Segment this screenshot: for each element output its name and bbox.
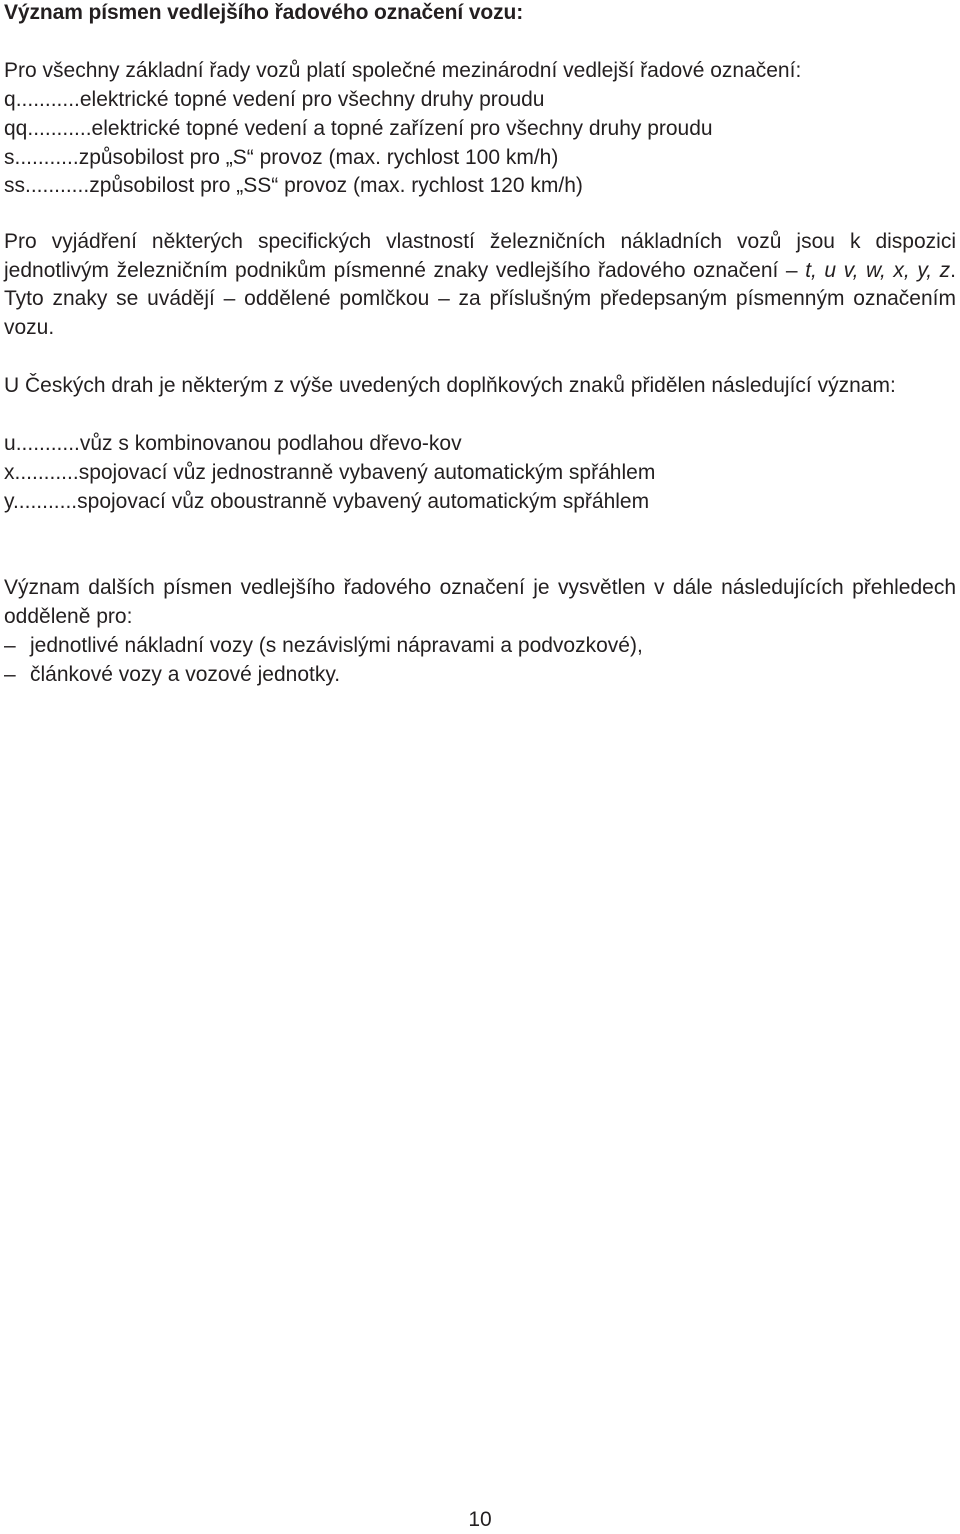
definition-item-y	[4, 488, 649, 516]
page-number: 10	[468, 1508, 492, 1531]
list-item-text: článkové vozy a vozové jednotky.	[30, 663, 341, 686]
definition-item-qq	[4, 115, 713, 143]
letter-list: t, u v, w, x, y, z	[797, 258, 951, 282]
item-dots: ...........	[14, 146, 79, 169]
specific-properties-paragraph	[4, 228, 956, 342]
item-code: u	[4, 432, 16, 455]
item-dots: ...........	[25, 174, 90, 197]
definition-item-ss	[4, 172, 583, 200]
item-code: y	[4, 490, 13, 513]
further-letters-paragraph: Význam dalších písmen vedlejšího řadového označení je vysvětlen v dále následujících přehledech odděleně pro:	[4, 576, 956, 628]
item-text: elektrické topné vedení a topné zařízení pro všechny druhy proudu	[91, 117, 713, 140]
paragraph-text-start: Pro vyjádření některých specifických vlastností železničních nákladních vozů jsou k dispozici jednotlivým železničním podnikům písmenné znaky vedlejšího řadového označení –	[4, 230, 956, 282]
item-dots: ...........	[15, 432, 80, 455]
definition-item-u	[4, 430, 462, 458]
intro-paragraph: Pro všechny základní řady vozů platí společné mezinárodní vedlejší řadové označení:	[4, 59, 802, 82]
list-item	[4, 632, 643, 660]
list-item-text: jednotlivé nákladní vozy (s nezávislými nápravami a podvozkové),	[30, 634, 643, 657]
item-text: elektrické topné vedení pro všechny druhy proudu	[79, 88, 545, 111]
dash-bullet: –	[4, 663, 16, 686]
item-text: způsobilost pro „S“ provoz (max. rychlost 100 km/h)	[78, 146, 559, 169]
item-text: vůz s kombinovanou podlahou dřevo-kov	[79, 432, 462, 455]
cd-meaning-paragraph: U Českých drah je některým z výše uvedených doplňkových znaků přidělen následující význam:	[4, 374, 896, 397]
item-text: spojovací vůz jednostranně vybavený automatickým spřáhlem	[78, 461, 656, 484]
item-code: x	[4, 461, 15, 484]
item-code: qq	[4, 117, 28, 140]
definition-item-q	[4, 86, 545, 114]
item-dots: ...........	[27, 117, 92, 140]
section-heading: Význam písmen vedlejšího řadového označení vozu:	[4, 1, 524, 24]
item-dots: ...........	[14, 461, 79, 484]
list-item	[4, 661, 340, 689]
item-code: s	[4, 146, 15, 169]
item-dots: ...........	[15, 88, 80, 111]
definition-item-x	[4, 459, 655, 487]
item-code: q	[4, 88, 16, 111]
item-code: ss	[4, 174, 25, 197]
definition-item-s	[4, 144, 558, 172]
item-text: způsobilost pro „SS“ provoz (max. rychlost 120 km/h)	[89, 174, 583, 197]
dash-bullet: –	[4, 634, 16, 657]
item-text: spojovací vůz oboustranně vybavený automatickým spřáhlem	[77, 490, 650, 513]
item-dots: ...........	[12, 490, 78, 513]
paragraph-text-end: . Tyto znaky se uvádějí – oddělené pomlčkou – za příslušným předepsaným písmenným označením vozu.	[4, 258, 956, 339]
